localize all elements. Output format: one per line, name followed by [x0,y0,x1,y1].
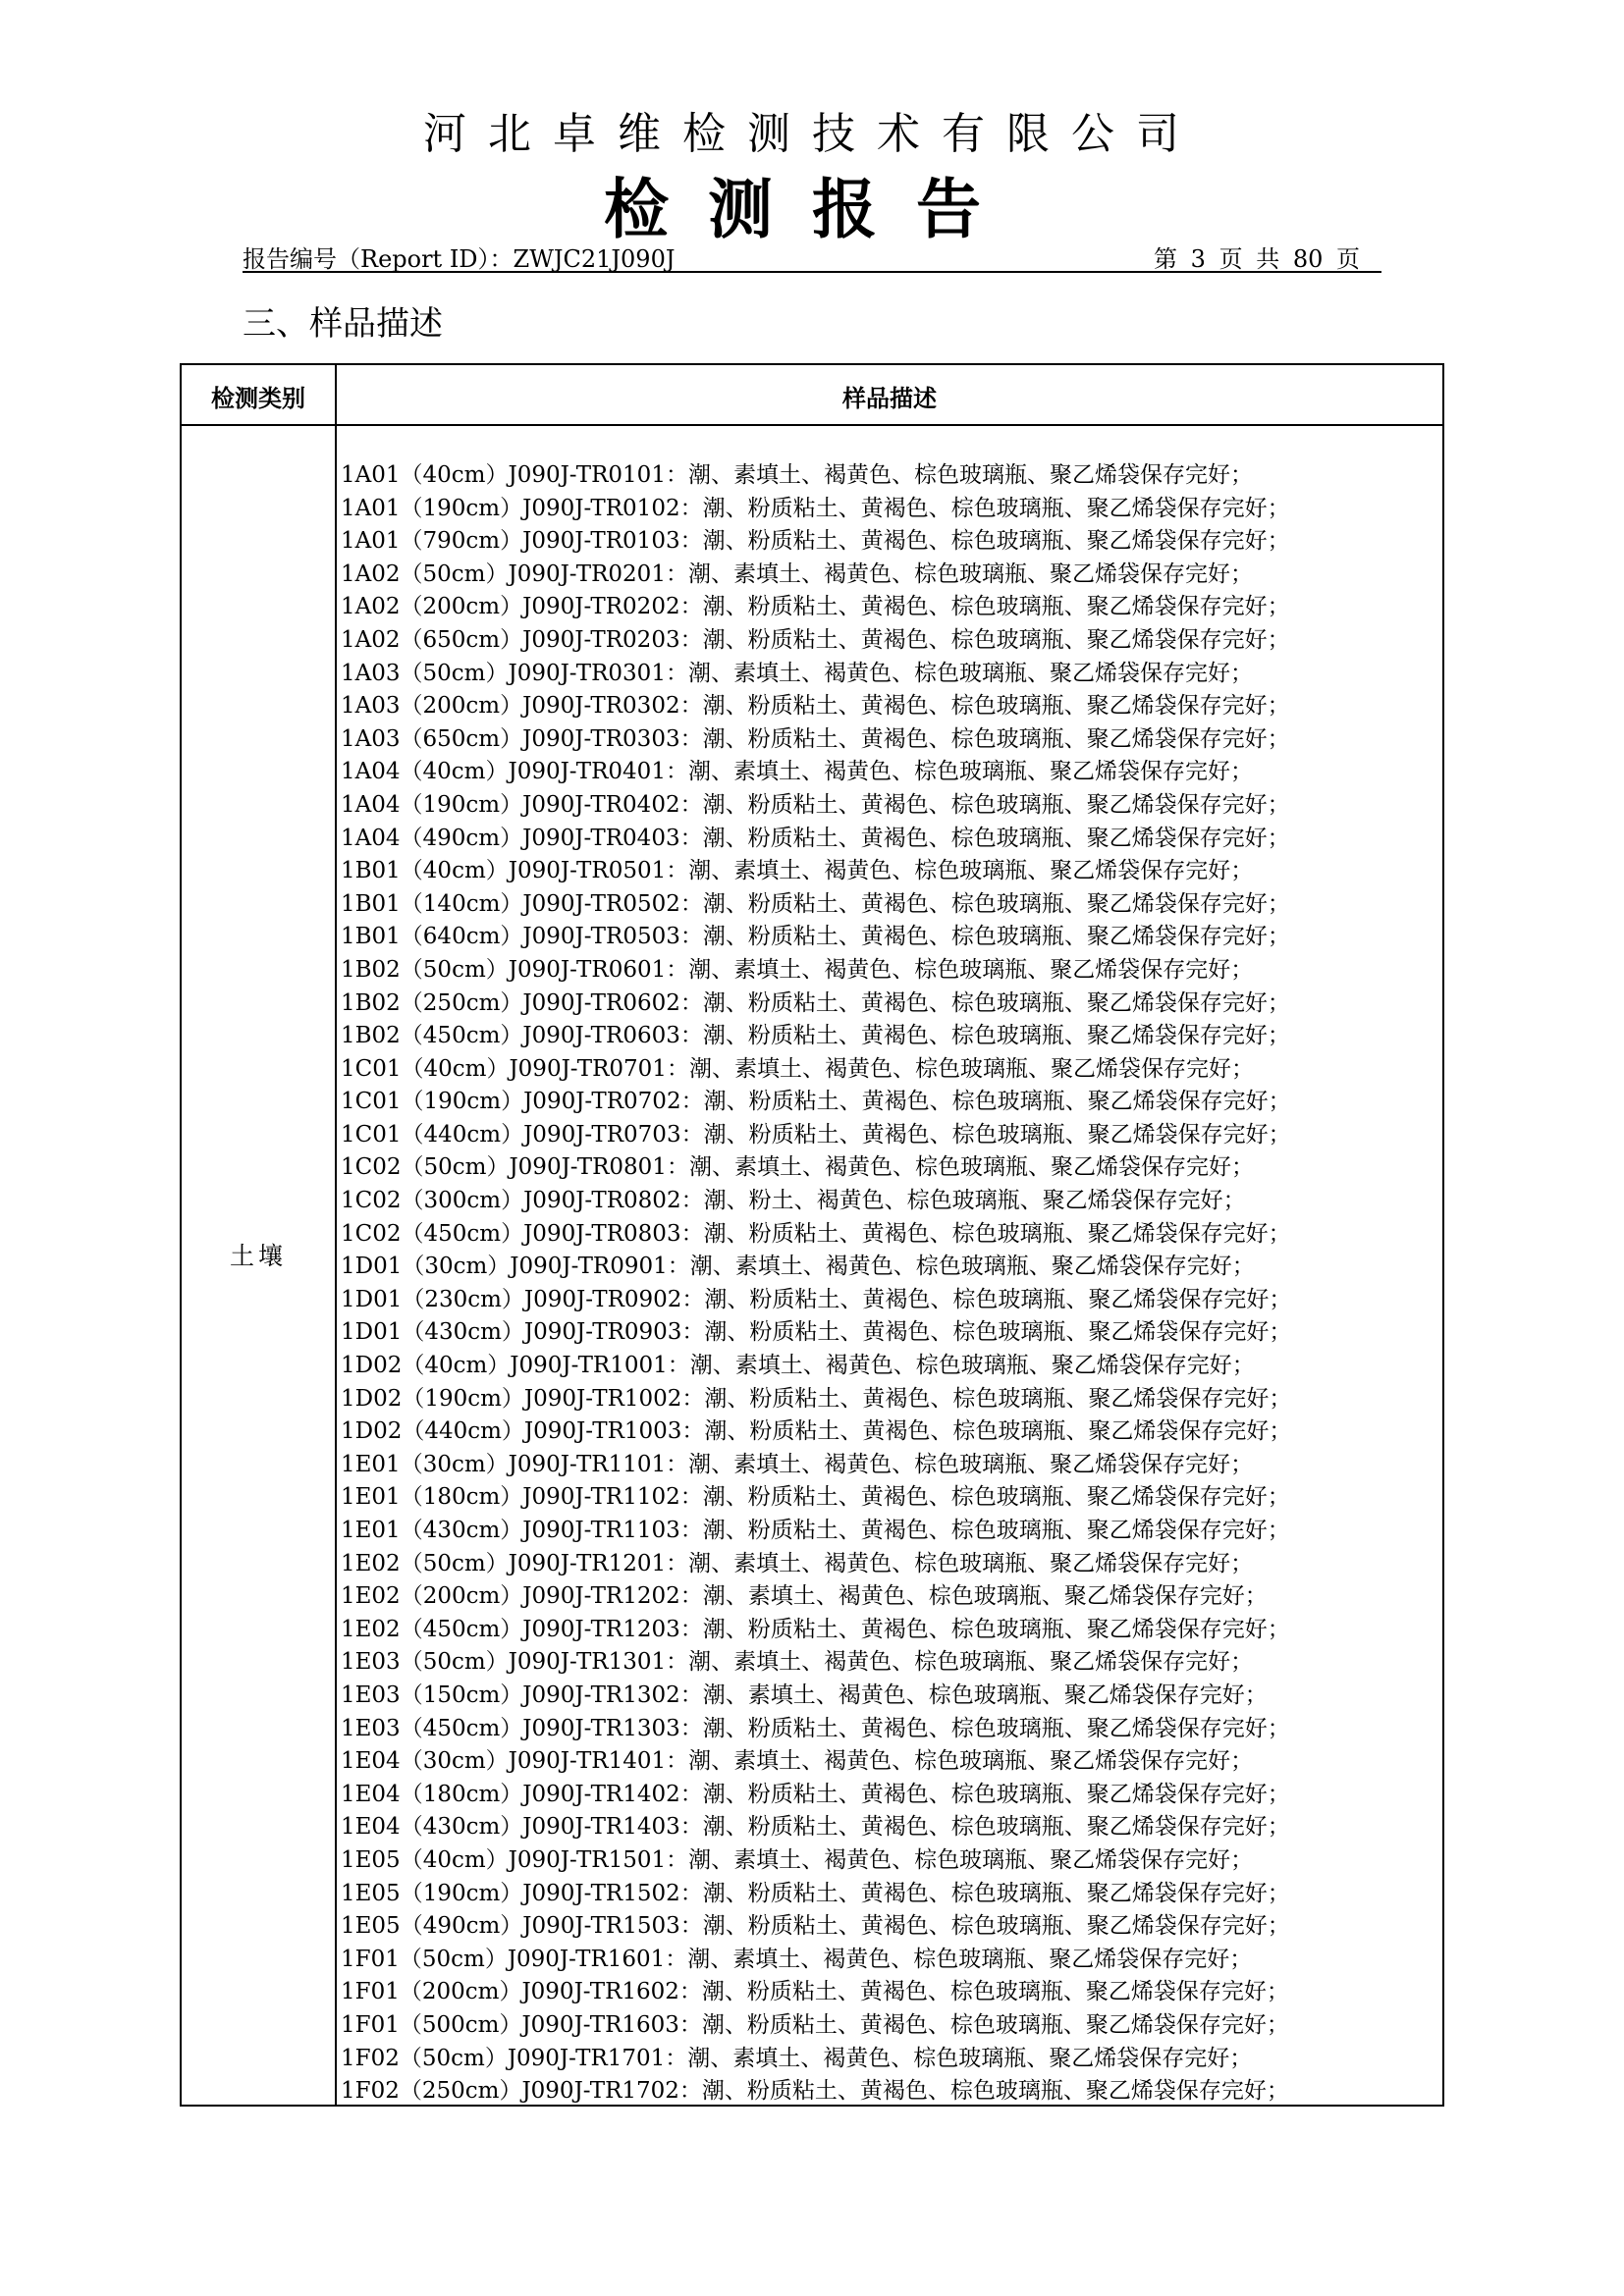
sample-row: 1D02（40cm）J090J-TR1001：潮、素填土、褐黄色、棕色玻璃瓶、聚乙烯袋保存完好； [341,1353,1255,1379]
sample-list [341,459,1438,2109]
report-id: 报告编号（Report ID）：ZWJC21J090J [243,245,676,273]
sample-row: 1E01（30cm）J090J-TR1101：潮、素填土、褐黄色、棕色玻璃瓶、聚乙烯袋保存完好； [341,1451,1254,1477]
sample-row: 1A04（190cm）J090J-TR0402：潮、粉质粘土、黄褐色、棕色玻璃瓶、聚乙烯袋保存完好； [341,791,1290,818]
sample-row: 1A03（50cm）J090J-TR0301：潮、素填土、褐黄色、棕色玻璃瓶、聚乙烯袋保存完好； [341,660,1253,686]
sample-row: 1E03（50cm）J090J-TR1301：潮、素填土、褐黄色、棕色玻璃瓶、聚乙烯袋保存完好； [341,1649,1254,1676]
sample-row: 1A02（50cm）J090J-TR0201：潮、素填土、褐黄色、棕色玻璃瓶、聚乙烯袋保存完好； [341,561,1253,587]
header-category: 检测类别 [211,385,305,412]
sample-row: 1E04（30cm）J090J-TR1401：潮、素填土、褐黄色、棕色玻璃瓶、聚乙烯袋保存完好； [341,1748,1254,1775]
sample-row: 1B01（140cm）J090J-TR0502：潮、粉质粘土、黄褐色、棕色玻璃瓶、聚乙烯袋保存完好； [341,890,1290,917]
table-header [182,365,1442,426]
sample-row: 1A04（490cm）J090J-TR0403：潮、粉质粘土、黄褐色、棕色玻璃瓶、聚乙烯袋保存完好； [341,825,1290,851]
sample-row: 1C01（440cm）J090J-TR0703：潮、粉质粘土、黄褐色、棕色玻璃瓶、聚乙烯袋保存完好； [341,1121,1291,1148]
sample-row: 1B01（40cm）J090J-TR0501：潮、素填土、褐黄色、棕色玻璃瓶、聚乙烯袋保存完好； [341,858,1254,884]
sample-row: 1C02（300cm）J090J-TR0802：潮、粉土、褐黄色、棕色玻璃瓶、聚乙烯袋保存完好； [341,1188,1246,1214]
sample-row: 1C01（190cm）J090J-TR0702：潮、粉质粘土、黄褐色、棕色玻璃瓶、聚乙烯袋保存完好； [341,1089,1291,1115]
sample-row: 1A02（650cm）J090J-TR0203：潮、粉质粘土、黄褐色、棕色玻璃瓶、聚乙烯袋保存完好； [341,626,1290,653]
sample-row: 1E04（180cm）J090J-TR1402：潮、粉质粘土、黄褐色、棕色玻璃瓶、聚乙烯袋保存完好； [341,1781,1290,1807]
sample-row: 1A01（190cm）J090J-TR0102：潮、粉质粘土、黄褐色、棕色玻璃瓶、聚乙烯袋保存完好； [341,495,1290,521]
sample-row: 1E02（200cm）J090J-TR1202：潮、素填土、褐黄色、棕色玻璃瓶、聚乙烯袋保存完好； [341,1583,1268,1610]
sample-row: 1B01（640cm）J090J-TR0503：潮、粉质粘土、黄褐色、棕色玻璃瓶、聚乙烯袋保存完好； [341,924,1290,950]
header-description: 样品描述 [842,385,937,412]
sample-row: 1E02（450cm）J090J-TR1203：潮、粉质粘土、黄褐色、棕色玻璃瓶、聚乙烯袋保存完好； [341,1616,1290,1642]
sample-row: 1F02（50cm）J090J-TR1701：潮、素填土、褐黄色、棕色玻璃瓶、聚乙烯袋保存完好； [341,2045,1253,2071]
sample-row: 1A01（790cm）J090J-TR0103：潮、粉质粘土、黄褐色、棕色玻璃瓶、聚乙烯袋保存完好； [341,528,1290,555]
sample-row: 1E04（430cm）J090J-TR1403：潮、粉质粘土、黄褐色、棕色玻璃瓶、聚乙烯袋保存完好； [341,1814,1290,1841]
sample-row: 1C02（450cm）J090J-TR0803：潮、粉质粘土、黄褐色、棕色玻璃瓶、聚乙烯袋保存完好； [341,1220,1291,1247]
category-cell: 土壤 [229,1242,287,1270]
sample-row: 1C02（50cm）J090J-TR0801：潮、素填土、褐黄色、棕色玻璃瓶、聚乙烯袋保存完好； [341,1154,1254,1181]
sample-row: 1A04（40cm）J090J-TR0401：潮、素填土、褐黄色、棕色玻璃瓶、聚乙烯袋保存完好； [341,759,1253,785]
sample-row: 1F02（250cm）J090J-TR1702：潮、粉质粘土、黄褐色、棕色玻璃瓶、聚乙烯袋保存完好； [341,2078,1289,2105]
sample-row: 1B02（250cm）J090J-TR0602：潮、粉质粘土、黄褐色、棕色玻璃瓶、聚乙烯袋保存完好； [341,989,1290,1016]
sample-row: 1E03（450cm）J090J-TR1303：潮、粉质粘土、黄褐色、棕色玻璃瓶、聚乙烯袋保存完好； [341,1715,1290,1741]
sample-row: 1E05（40cm）J090J-TR1501：潮、素填土、褐黄色、棕色玻璃瓶、聚乙烯袋保存完好； [341,1846,1254,1873]
report-meta-bar [243,236,1381,273]
sample-row: 1A02（200cm）J090J-TR0202：潮、粉质粘土、黄褐色、棕色玻璃瓶、聚乙烯袋保存完好； [341,594,1290,620]
sample-row: 1A03（200cm）J090J-TR0302：潮、粉质粘土、黄褐色、棕色玻璃瓶、聚乙烯袋保存完好； [341,693,1290,720]
sample-row: 1F01（500cm）J090J-TR1603：潮、粉质粘土、黄褐色、棕色玻璃瓶、聚乙烯袋保存完好； [341,2011,1289,2038]
sample-description-table [180,363,1444,2107]
sample-row: 1E05（190cm）J090J-TR1502：潮、粉质粘土、黄褐色、棕色玻璃瓶、聚乙烯袋保存完好； [341,1880,1290,1906]
sample-row: 1B02（50cm）J090J-TR0601：潮、素填土、褐黄色、棕色玻璃瓶、聚乙烯袋保存完好； [341,956,1254,983]
sample-row: 1E01（430cm）J090J-TR1103：潮、粉质粘土、黄褐色、棕色玻璃瓶、聚乙烯袋保存完好； [341,1518,1290,1543]
sample-row: 1E03（150cm）J090J-TR1302：潮、素填土、褐黄色、棕色玻璃瓶、聚乙烯袋保存完好； [341,1682,1268,1708]
sample-row: 1A01（40cm）J090J-TR0101：潮、素填土、褐黄色、棕色玻璃瓶、聚乙烯袋保存完好； [341,462,1253,488]
sample-row: 1E01（180cm）J090J-TR1102：潮、粉质粘土、黄褐色、棕色玻璃瓶、聚乙烯袋保存完好； [341,1484,1290,1511]
section-title: 三、样品描述 [243,304,443,344]
sample-row: 1D02（440cm）J090J-TR1003：潮、粉质粘土、黄褐色、棕色玻璃瓶、聚乙烯袋保存完好； [341,1418,1292,1445]
sample-row: 1E02（50cm）J090J-TR1201：潮、素填土、褐黄色、棕色玻璃瓶、聚乙烯袋保存完好； [341,1550,1254,1576]
sample-row: 1E05（490cm）J090J-TR1503：潮、粉质粘土、黄褐色、棕色玻璃瓶、聚乙烯袋保存完好； [341,1913,1290,1940]
sample-row: 1A03（650cm）J090J-TR0303：潮、粉质粘土、黄褐色、棕色玻璃瓶、聚乙烯袋保存完好； [341,725,1290,752]
sample-row: 1F01（50cm）J090J-TR1601：潮、素填土、褐黄色、棕色玻璃瓶、聚乙烯袋保存完好； [341,1946,1253,1972]
sample-row: 1F01（200cm）J090J-TR1602：潮、粉质粘土、黄褐色、棕色玻璃瓶、聚乙烯袋保存完好； [341,1979,1289,2005]
report-title: 检测报告 [604,172,1020,247]
sample-row: 1D01（430cm）J090J-TR0903：潮、粉质粘土、黄褐色、棕色玻璃瓶、聚乙烯袋保存完好； [341,1319,1292,1346]
page-info: 第 3 页 共 80 页 [1154,245,1360,273]
column-divider [335,365,337,2105]
sample-row: 1B02（450cm）J090J-TR0603：潮、粉质粘土、黄褐色、棕色玻璃瓶、聚乙烯袋保存完好； [341,1023,1290,1049]
sample-row: 1D01（30cm）J090J-TR0901：潮、素填土、褐黄色、棕色玻璃瓶、聚乙烯袋保存完好； [341,1254,1255,1280]
sample-row: 1C01（40cm）J090J-TR0701：潮、素填土、褐黄色、棕色玻璃瓶、聚乙烯袋保存完好； [341,1055,1254,1082]
sample-row: 1D02（190cm）J090J-TR1002：潮、粉质粘土、黄褐色、棕色玻璃瓶、聚乙烯袋保存完好； [341,1385,1292,1412]
company-name: 河北卓维检测技术有限公司 [423,109,1201,159]
sample-row: 1D01（230cm）J090J-TR0902：潮、粉质粘土、黄褐色、棕色玻璃瓶、聚乙烯袋保存完好； [341,1286,1292,1312]
